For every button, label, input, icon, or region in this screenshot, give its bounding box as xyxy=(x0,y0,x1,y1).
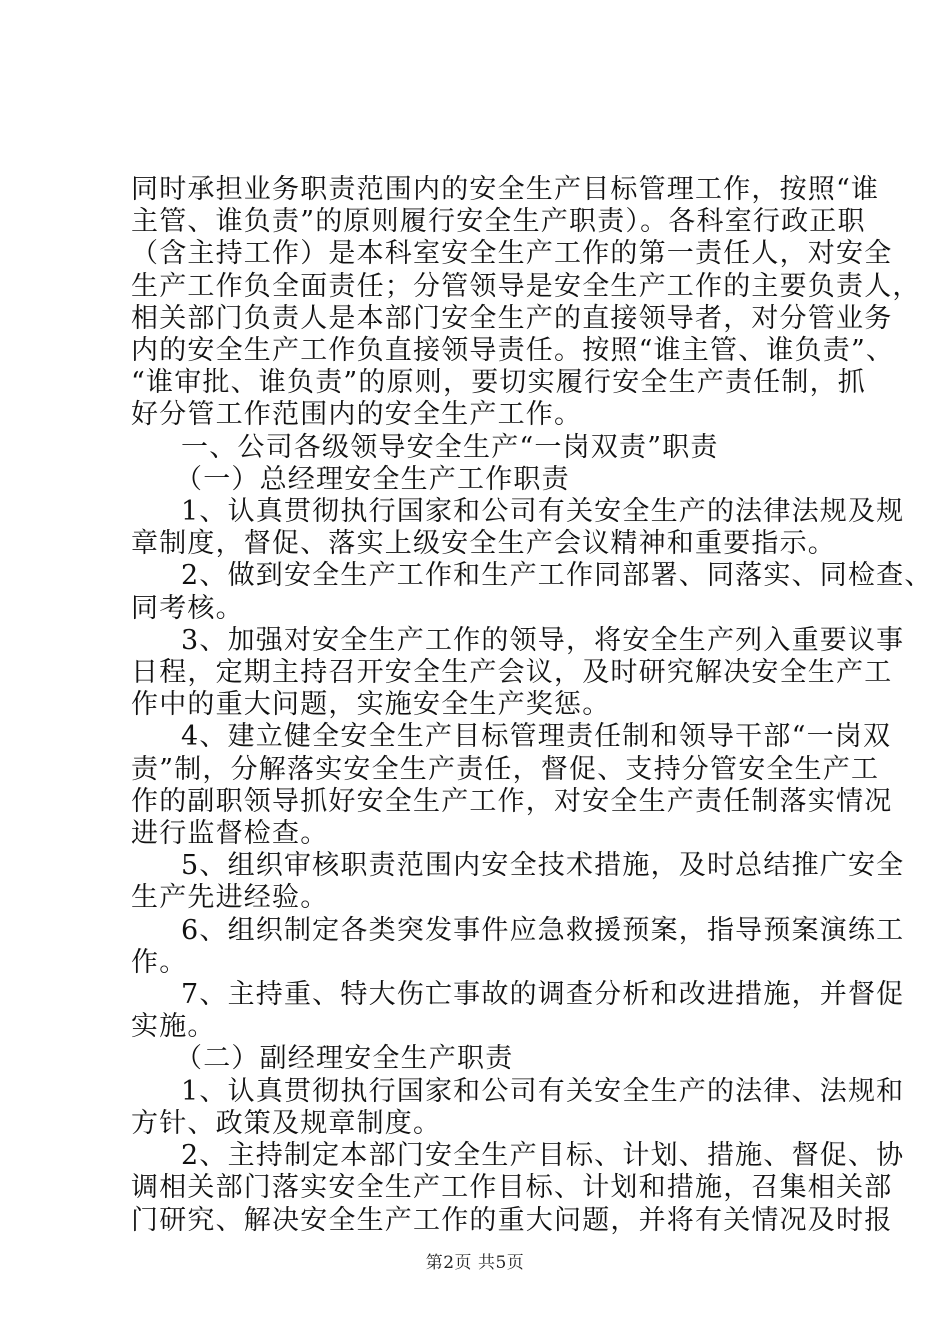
text-line: 章制度，督促、落实上级安全生产会议精神和重要指示。 xyxy=(131,528,836,560)
text-line: 生产先进经验。 xyxy=(131,882,329,914)
paragraph xyxy=(131,1075,905,1140)
text-line: 同考核。 xyxy=(131,592,244,624)
text-line: （含主持工作）是本科室安全生产工作的第一责任人，对安全 xyxy=(131,238,893,270)
text-line: 2、做到安全生产工作和生产工作同部署、同落实、同检查、 xyxy=(181,560,933,592)
text-line: 4、建立健全安全生产目标管理责任制和领导干部“一岗双 xyxy=(181,721,892,753)
paragraph xyxy=(131,432,831,464)
paragraph xyxy=(131,560,933,624)
text-line: 调相关部门落实安全生产工作目标、计划和措施，召集相关部 xyxy=(131,1172,893,1204)
paragraph xyxy=(131,1140,905,1237)
text-line: 作中的重大问题，实施安全生产奖惩。 xyxy=(131,689,611,721)
paragraph xyxy=(131,979,905,1043)
paragraph xyxy=(131,496,905,560)
text-line: 同时承担业务职责范围内的安全生产目标管理工作，按照“谁 xyxy=(131,174,880,205)
text-line: 7、主持重、特大伤亡事故的调查分析和改进措施，并督促 xyxy=(181,979,905,1011)
text-line: 好分管工作范围内的安全生产工作。 xyxy=(131,399,583,431)
text-line: 进行监督检查。 xyxy=(131,818,329,850)
text-line: 实施。 xyxy=(131,1011,216,1043)
text-line: 责”制，分解落实安全生产责任，督促、支持分管安全生产工 xyxy=(131,753,880,785)
paragraph xyxy=(131,624,905,722)
text-line: 2、主持制定本部门安全生产目标、计划、措施、督促、协 xyxy=(181,1140,905,1172)
text-line: （二）副经理安全生产职责 xyxy=(175,1043,514,1075)
paragraph xyxy=(131,721,893,850)
text-line: 内的安全生产工作负直接领导责任。按照“谁主管、谁负责”、 xyxy=(131,335,895,367)
text-line: 1、认真贯彻执行国家和公司有关安全生产的法律、法规和 xyxy=(181,1075,905,1107)
text-line: “谁审批、谁负责”的原则，要切实履行安全生产责任制，抓 xyxy=(131,367,867,399)
text-line: 门研究、解决安全生产工作的重大问题，并将有关情况及时报 xyxy=(131,1204,893,1236)
text-line: 一、公司各级领导安全生产“一岗双责”职责 xyxy=(181,431,719,463)
text-line: 5、组织审核职责范围内安全技术措施，及时总结推广安全 xyxy=(181,850,905,882)
text-line: 日程，定期主持召开安全生产会议，及时研究解决安全生产工 xyxy=(131,657,893,689)
paragraph xyxy=(131,1043,831,1075)
text-line: 6、组织制定各类突发事件应急救援预案，指导预案演练工 xyxy=(181,914,905,946)
text-line: 主管、谁负责”的原则履行安全生产职责）。各科室行政正职 xyxy=(131,206,866,238)
text-line: 作的副职领导抓好安全生产工作，对安全生产责任制落实情况 xyxy=(131,785,893,817)
text-line: 相关部门负责人是本部门安全生产的直接领导者，对分管业务 xyxy=(131,302,893,334)
text-line: 1、认真贯彻执行国家和公司有关安全生产的法律法规及规 xyxy=(181,496,905,528)
paragraph xyxy=(131,174,921,432)
text-line: 作。 xyxy=(131,946,188,978)
paragraph xyxy=(131,850,905,914)
text-line: （一）总经理安全生产工作职责 xyxy=(175,463,570,495)
paragraph xyxy=(131,464,831,496)
text-line: 3、加强对安全生产工作的领导，将安全生产列入重要议事 xyxy=(181,624,905,656)
document-body xyxy=(131,174,933,1237)
page-footer: 第2页 共5页 xyxy=(425,1253,525,1273)
text-line: 生产工作负全面责任；分管领导是安全生产工作的主要负责人， xyxy=(131,270,921,302)
text-line: 方针、政策及规章制度。 xyxy=(131,1107,442,1139)
paragraph xyxy=(131,914,905,979)
